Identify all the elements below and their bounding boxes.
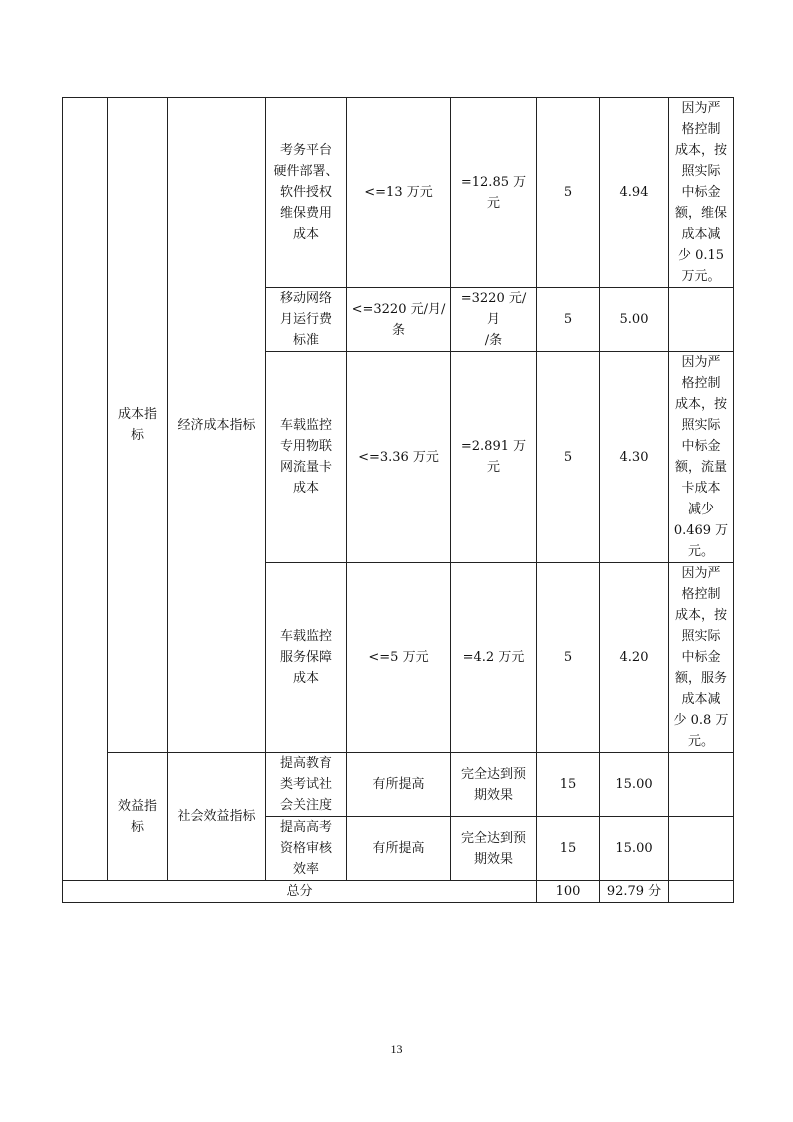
page-number: 13 (390, 1042, 403, 1056)
weight-cell: 5 (537, 352, 600, 563)
indicator-cell: 车载监控 服务保障 成本 (266, 563, 347, 753)
total-row (63, 881, 734, 903)
score-cell: 15.00 (600, 753, 669, 817)
performance-table (62, 97, 734, 903)
score-cell: 4.30 (600, 352, 669, 563)
level1-cost-cell: 成本指 标 (108, 98, 168, 753)
level1-benefit-cell: 效益指 标 (108, 753, 168, 881)
indicator-cell: 移动网络 月运行费 标准 (266, 288, 347, 352)
actual-cell: =3220 元/月 /条 (451, 288, 537, 352)
total-weight-cell: 100 (537, 881, 600, 903)
weight-cell: 15 (537, 817, 600, 881)
target-cell: 有所提高 (347, 753, 451, 817)
target-cell: <=3220 元/月/ 条 (347, 288, 451, 352)
actual-cell: 完全达到预 期效果 (451, 817, 537, 881)
score-cell: 15.00 (600, 817, 669, 881)
score-cell: 5.00 (600, 288, 669, 352)
reason-cell (669, 288, 734, 352)
reason-cell: 因为严 格控制 成本，按 照实际 中标金 额，服务 成本减 少 0.8 万 元。 (669, 563, 734, 753)
target-cell: <=3.36 万元 (347, 352, 451, 563)
indicator-cell: 考务平台 硬件部署、 软件授权 维保费用 成本 (266, 98, 347, 288)
level2-social-benefit-cell: 社会效益指标 (168, 753, 266, 881)
target-cell: <=5 万元 (347, 563, 451, 753)
reason-cell: 因为严 格控制 成本，按 照实际 中标金 额，流量 卡成本 减少 0.469 万 元。 (669, 352, 734, 563)
indicator-cell: 提高教育 类考试社 会关注度 (266, 753, 347, 817)
actual-cell: =2.891 万元 (451, 352, 537, 563)
actual-cell: 完全达到预 期效果 (451, 753, 537, 817)
level0-cell-empty (63, 98, 108, 881)
table-row (63, 98, 734, 288)
table-row (63, 753, 734, 817)
indicator-cell: 车载监控 专用物联 网流量卡 成本 (266, 352, 347, 563)
weight-cell: 5 (537, 98, 600, 288)
reason-cell (669, 817, 734, 881)
actual-cell: =12.85 万元 (451, 98, 537, 288)
target-cell: 有所提高 (347, 817, 451, 881)
indicator-cell: 提高高考 资格审核 效率 (266, 817, 347, 881)
total-label-cell: 总分 (63, 881, 537, 903)
weight-cell: 5 (537, 288, 600, 352)
weight-cell: 15 (537, 753, 600, 817)
reason-cell: 因为严 格控制 成本，按 照实际 中标金 额，维保 成本减 少 0.15 万元。 (669, 98, 734, 288)
score-cell: 4.20 (600, 563, 669, 753)
target-cell: <=13 万元 (347, 98, 451, 288)
weight-cell: 5 (537, 563, 600, 753)
reason-cell (669, 753, 734, 817)
total-reason-cell (669, 881, 734, 903)
total-score-cell: 92.79 分 (600, 881, 669, 903)
level2-economic-cost-cell: 经济成本指标 (168, 98, 266, 753)
score-cell: 4.94 (600, 98, 669, 288)
actual-cell: =4.2 万元 (451, 563, 537, 753)
